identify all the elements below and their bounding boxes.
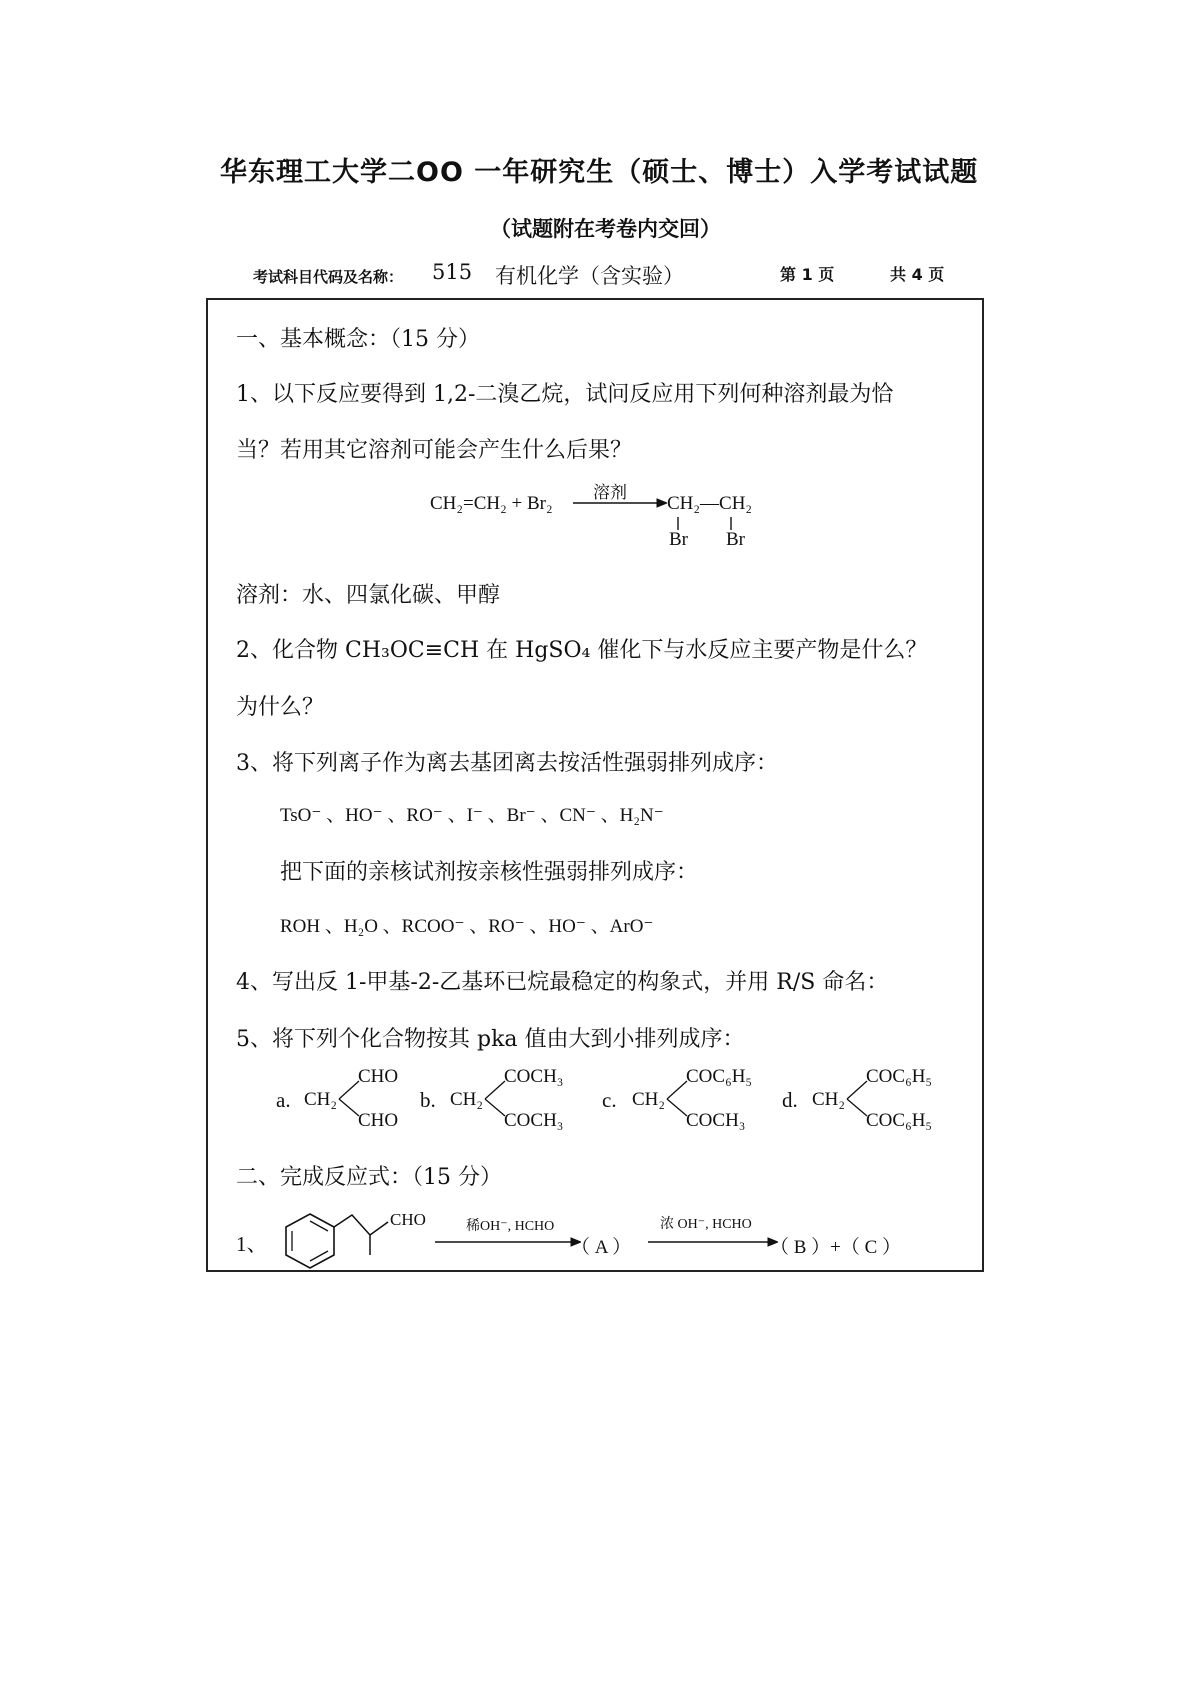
q2-line1: 2、化合物 CH₃OC≡CH 在 HgSO₄ 催化下与水反应主要产物是什么？ [236,638,928,663]
q1-reactant: CH₂=CH₂ + Br₂ [430,493,553,514]
q4-text: 4、写出反 1-甲基-2-乙基环已烷最稳定的构象式，并用 R/S 命名： [236,970,889,995]
compound-bottom-group: COC₆H₅ [866,1110,933,1131]
compound-label: a. [276,1088,291,1112]
compound-top-group: COC₆H₅ [686,1066,753,1087]
q1-br-left: Br [669,529,688,550]
compound-a [272,1064,412,1134]
compound-label: b. [420,1088,436,1112]
s2-q1-products-bc: （ B ）+（ C ） [770,1237,902,1258]
q3-line1: 3、将下列离子作为离去基团离去按活性强弱排列成序： [236,751,778,776]
subject-name: 有机化学（含实验） [495,264,684,288]
q1-reaction-arrow [573,497,667,509]
compound-c [600,1064,770,1134]
s2-q1-cho: CHO [390,1210,426,1229]
subject-label: 考试科目代码及名称： [253,268,404,286]
q1-line1: 1、以下反应要得到 1,2-二溴乙烷，试问反应用下列何种溶剂最为恰 [236,382,894,407]
branch-bonds [484,1078,506,1118]
branch-bonds [338,1078,360,1118]
s2-q1-arrow1 [435,1236,581,1248]
q1-br-right: Br [726,529,745,550]
q1-solvents: 溶剂：水、四氯化碳、甲醇 [236,583,501,608]
q1-line2: 当？若用其它溶剂可能会产生什么后果？ [236,438,633,463]
compound-core: CH₂ [304,1089,338,1110]
compound-top-group: COC₆H₅ [866,1066,933,1087]
subject-code: 515 [432,260,473,284]
compound-label: d. [782,1088,798,1112]
compound-top-group: CHO [358,1066,399,1087]
q3-line2: 把下面的亲核试剂按亲核性强弱排列成序： [280,860,699,885]
compound-core: CH₂ [632,1089,666,1110]
compound-core: CH₂ [812,1089,846,1110]
s2-q1-condition1: 稀OH⁻, HCHO [466,1219,555,1234]
branch-bonds [846,1078,868,1118]
s2-q1-number: 1、 [236,1232,268,1256]
q1-arrow-label: 溶剂 [593,483,627,502]
q1-product: CH₂—CH₂ [667,493,753,514]
compound-b [418,1064,588,1134]
compound-core: CH₂ [450,1089,484,1110]
q2-line2: 为什么？ [236,695,325,720]
branch-bonds [666,1078,688,1118]
section1-heading: 一、基本概念：（15 分） [236,327,480,352]
q3-nucleophiles: ROH 、H₂O 、RCOO⁻ 、RO⁻ 、HO⁻ 、ArO⁻ [280,916,654,937]
q3-ions: TsO⁻ 、HO⁻ 、RO⁻ 、I⁻ 、Br⁻ 、CN⁻ 、H₂N⁻ [280,805,664,826]
exam-subtitle: （试题附在考卷内交回） [490,217,721,241]
s2-q1-product-a: （ A ） [571,1237,632,1258]
compound-bottom-group: COCH₃ [686,1110,746,1131]
compound-top-group: COCH₃ [504,1066,564,1087]
compound-label: c. [602,1088,617,1112]
section2-heading: 二、完成反应式：（15 分） [236,1165,502,1190]
page-number: 第 1 页 [780,265,835,284]
exam-title: 华东理工大学二OO 一年研究生（硕士、博士）入学考试试题 [220,157,979,188]
compound-d [782,1064,962,1134]
q5-line1: 5、将下列个化合物按其 pka 值由大到小排列成序： [236,1027,745,1052]
compound-bottom-group: COCH₃ [504,1110,564,1131]
s2-q1-condition2: 浓 OH⁻, HCHO [660,1217,752,1232]
page-total: 共 4 页 [890,265,945,284]
s2-q1-arrow2 [648,1236,778,1248]
compound-bottom-group: CHO [358,1110,399,1131]
